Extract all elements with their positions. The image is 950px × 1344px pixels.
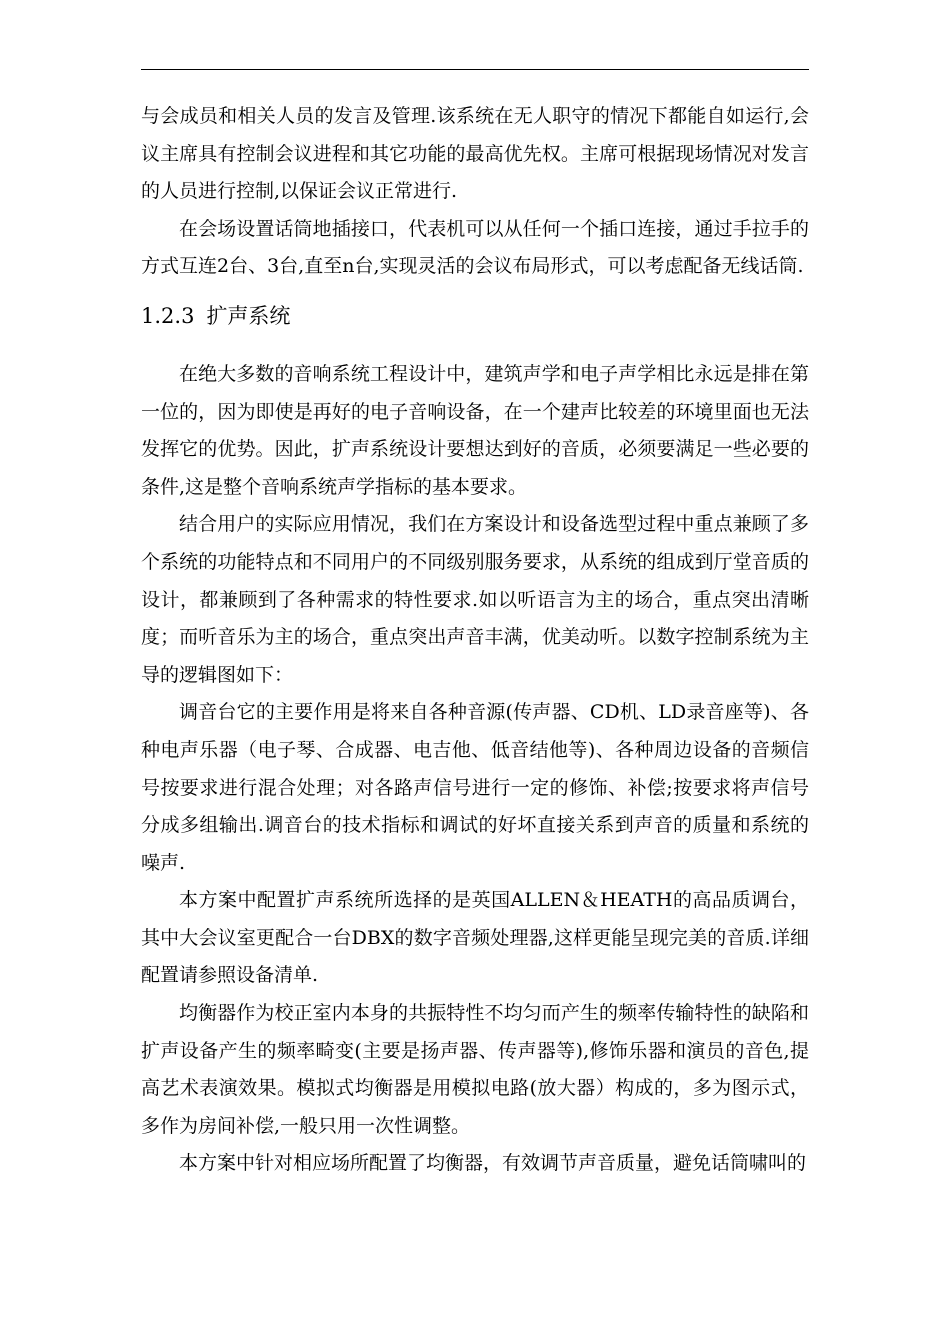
paragraph-microphone-interface: 在会场设置话筒地插接口，代表机可以从任何一个插口连接，通过手拉手的方式互连2台、3台,直至n台,实现灵活的会议布局形式，可以考虑配备无线话筒.	[141, 217, 809, 278]
header-rule	[141, 69, 809, 70]
paragraph-equipment-selection: 本方案中配置扩声系统所选择的是英国ALLEN＆HEATH的高品质调台，其中大会议室更配合一台DBX的数字音频处理器,这样更能呈现完美的音质.详细配置请参照设备清单.	[141, 889, 809, 987]
section-heading	[141, 300, 809, 332]
section-number: 1.2.3	[141, 303, 195, 328]
section-title: 扩声系统	[206, 303, 291, 328]
paragraph-equalizer-configuration: 本方案中针对相应场所配置了均衡器，有效调节声音质量，避免话筒啸叫的	[179, 1152, 807, 1175]
paragraph-mixing-console: 调音台它的主要作用是将来自各种音源(传声器、CD机、LD录音座等)、各种电声乐器（电子琴、合成器、电吉他、低音结他等)、各种周边设备的音频信号按要求进行混合处理；对各路声信号进行一定的修饰、补偿;按要求将声信号分成多组输出.调音台的技术指标和调试的好坏直接关系到声音的质量和系统的噪声.	[141, 701, 809, 874]
paragraph-design-requirements: 结合用户的实际应用情况，我们在方案设计和设备选型过程中重点兼顾了多个系统的功能特点和不同用户的不同级别服务要求，从系统的组成到厅堂音质的设计，都兼顾到了各种需求的特性要求.如以听语言为主的场合，重点突出清晰度；而听音乐为主的场合，重点突出声音丰满，优美动听。以数字控制系统为主导的逻辑图如下：	[141, 513, 809, 686]
paragraph-continued: 与会成员和相关人员的发言及管理.该系统在无人职守的情况下都能自如运行,会议主席具有控制会议进程和其它功能的最高优先权。主席可根据现场情况对发言的人员进行控制,以保证会议正常进行.	[141, 105, 809, 203]
paragraph-acoustics: 在绝大多数的音响系统工程设计中，建筑声学和电子声学相比永远是排在第一位的，因为即使是再好的电子音响设备，在一个建声比较差的环境里面也无法发挥它的优势。因此，扩声系统设计要想达到好的音质，必须要满足一些必要的条件,这是整个音响系统声学指标的基本要求。	[141, 362, 809, 498]
paragraph-equalizer: 均衡器作为校正室内本身的共振特性不均匀而产生的频率传输特性的缺陷和扩声设备产生的频率畸变(主要是扬声器、传声器等),修饰乐器和演员的音色,提高艺术表演效果。模拟式均衡器是用模拟电路(放大器）构成的，多为图示式，多作为房间补偿,一般只用一次性调整。	[141, 1002, 809, 1137]
document-body	[141, 98, 809, 1183]
